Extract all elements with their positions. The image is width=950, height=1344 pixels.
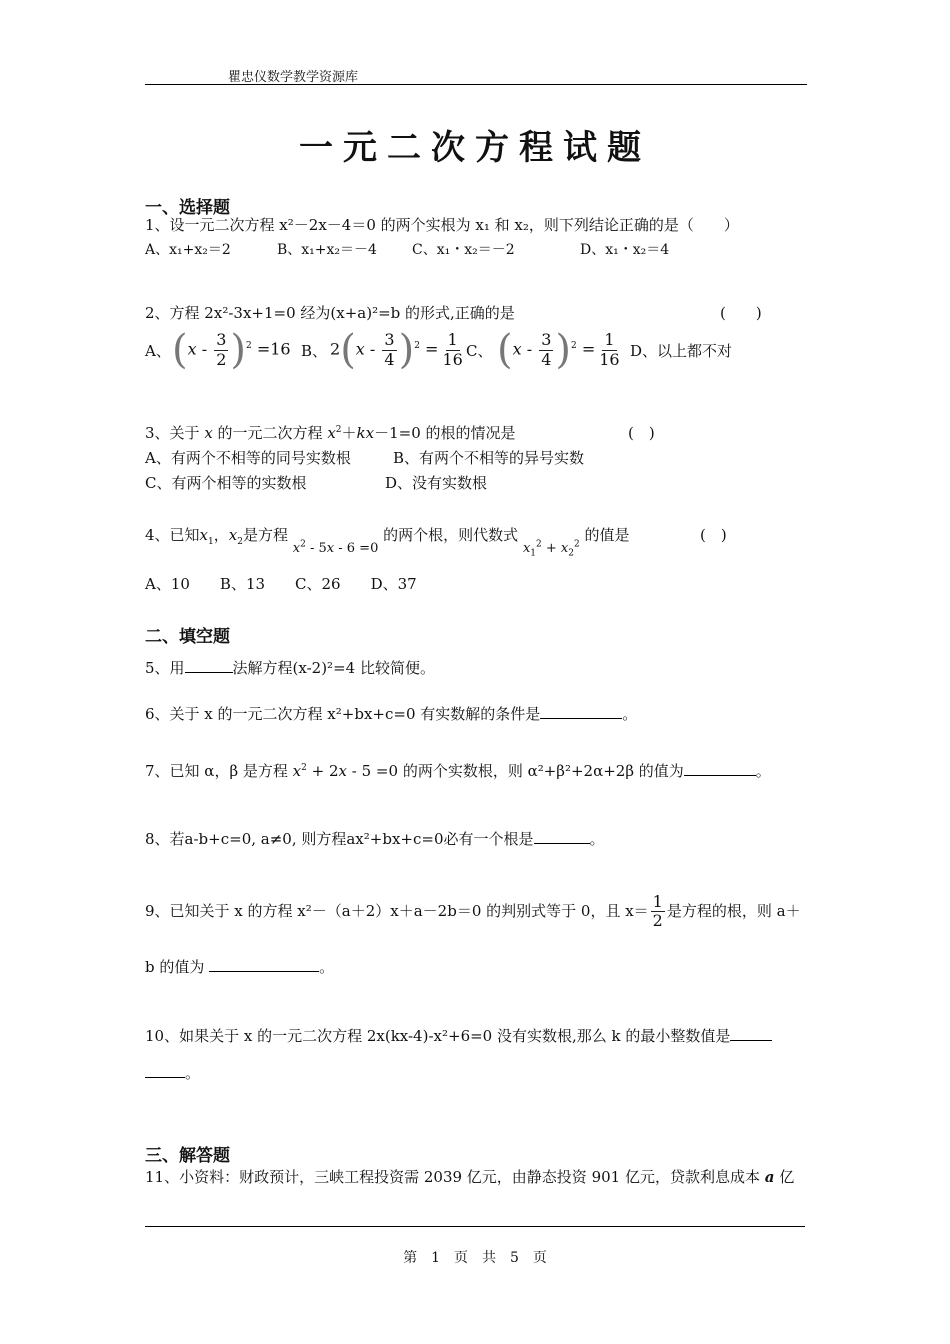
q1-option-c: C、x₁・x₂＝－2 bbox=[412, 242, 515, 258]
q6-blank bbox=[540, 703, 622, 719]
q11-text: 11、小资料：财政预计，三峡工程投资需 2039 亿元，由静态投资 901 亿元，贷款利息成本 a 亿 bbox=[145, 1168, 795, 1186]
q5-text: 5、用 法解方程(x-2)²=4 比较简便。 bbox=[145, 659, 435, 677]
q9-line2: b 的值为 。 bbox=[145, 958, 335, 976]
q9-line1: 9、已知关于 x 的方程 x²－（a＋2）x＋a－2b＝0 的判别式等于 0，且 x＝ $\frac{1}{2}$ 是方程的根，则 a＋ bbox=[145, 892, 801, 931]
page-title: 一元二次方程试题 bbox=[299, 128, 651, 168]
header-rule bbox=[145, 84, 807, 85]
page-number: 第 1 页 共 5 页 bbox=[403, 1250, 547, 1266]
q5-blank bbox=[185, 657, 233, 673]
q2-stem: 2、方程 2x²-3x+1=0 经为(x+a)²=b 的形式,正确的是 bbox=[145, 304, 515, 322]
q1-option-b: B、x₁+x₂＝－4 bbox=[277, 242, 377, 258]
q1-option-a: A、x₁+x₂＝2 bbox=[145, 242, 231, 258]
q3-option-a: A、有两个不相等的同号实数根 bbox=[145, 449, 351, 467]
section-heading-fill: 二、填空题 bbox=[145, 627, 230, 647]
q3-option-c: C、有两个相等的实数根 bbox=[145, 474, 307, 492]
q4-paren: ( ) bbox=[700, 526, 727, 544]
q4-options: A、10 B、13 C、26 D、37 bbox=[145, 575, 417, 593]
q3-paren: ( ) bbox=[628, 424, 655, 442]
q3-option-b: B、有两个不相等的异号实数 bbox=[393, 449, 585, 467]
q1-option-d: D、x₁・x₂＝4 bbox=[580, 242, 670, 258]
q2-option-c-formula: (x - $\frac{3}{4}$ )$^2$ = $\frac{1}{16}$ bbox=[497, 327, 620, 373]
q10-line1: 10、如果关于 x 的一元二次方程 2x(kx-4)-x²+6=0 没有实数根,那么 k 的最小整数值是 bbox=[145, 1025, 772, 1046]
q7-text: 7、已知 α，β 是方程 $x^2 + 2x - 5 =0$ 的两个实数根，则 α²+β²+2α+2β 的值为 。 bbox=[145, 762, 771, 780]
footer-rule bbox=[145, 1226, 805, 1227]
q7-blank bbox=[684, 760, 756, 776]
q10-line2: 。 bbox=[145, 1062, 200, 1083]
q2-option-b-formula: 2(x - $\frac{3}{4}$ )$^2$ = $\frac{1}{16}$ bbox=[330, 327, 463, 373]
q4-stem: 4、已知$x_1$，$x_2$是方程 $x^2 - 5x - 6 =0$ 的两个根，则代数式 $x_1^2 + x_2^2$ 的值是 bbox=[145, 526, 630, 559]
q10-blank-2 bbox=[145, 1062, 185, 1078]
q2-option-d: D、以上都不对 bbox=[630, 342, 733, 360]
q1-stem: 1、设一元二次方程 x²－2x－4＝0 的两个实根为 x₁ 和 x₂，则下列结论正确的是（ ） bbox=[145, 216, 739, 234]
q6-text: 6、关于 x 的一元二次方程 x²+bx+c=0 有实数解的条件是 。 bbox=[145, 705, 638, 723]
q2-option-a-formula: (x - $\frac{3}{2}$ )$^2$ =16 bbox=[172, 327, 291, 373]
header-text: 瞿忠仪数学教学资源库 bbox=[228, 70, 359, 85]
q8-blank bbox=[534, 828, 590, 844]
q2-paren: ( ) bbox=[720, 304, 762, 322]
q10-blank-1 bbox=[730, 1025, 772, 1041]
q3-option-d: D、没有实数根 bbox=[385, 474, 488, 492]
q2-option-b-label: B、 bbox=[301, 342, 328, 360]
section-heading-solve: 三、解答题 bbox=[145, 1146, 230, 1166]
q3-stem: 3、关于 x 的一元二次方程 $x^2+kx-1=0$ 的根的情况是 bbox=[145, 424, 516, 442]
section-heading-choice: 一、选择题 bbox=[145, 198, 230, 218]
q9-blank bbox=[209, 956, 319, 972]
q2-option-c-label: C、 bbox=[466, 342, 493, 360]
q8-text: 8、若a-b+c=0, a≠0, 则方程ax²+bx+c=0必有一个根是 。 bbox=[145, 830, 605, 848]
q2-option-a-label: A、 bbox=[145, 342, 171, 360]
